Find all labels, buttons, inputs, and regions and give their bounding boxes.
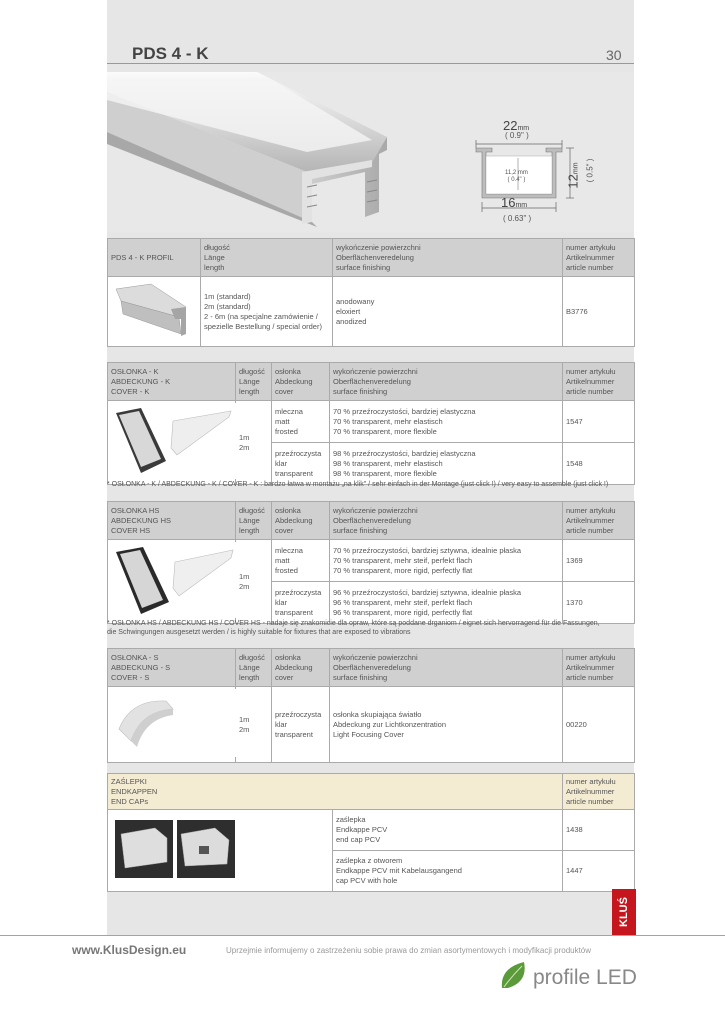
cover-k-type-frosted: mleczna matt frosted: [272, 401, 330, 443]
cover-hs-type-transparent: przeźroczysta klar transparent: [272, 582, 330, 624]
cover-hs-thumbnail: [108, 540, 236, 624]
tagline: profile LED: [533, 966, 637, 989]
dim-height: 12mm: [565, 162, 581, 189]
cover-k-lengths: 1m 2m: [236, 401, 272, 485]
cover-s-article: 00220: [563, 687, 635, 763]
profile-lengths: 1m (standard) 2m (standard) 2 - 6m (na specjalne zamówienie / spezielle Bestellung / special order): [201, 277, 333, 347]
cover-s-finish: osłonka skupiająca światło Abdeckung zur Lichtkonzentration Light Focusing Cover: [330, 687, 563, 763]
disclaimer-text: Uprzejmie informujemy o zastrzeżeniu sobie prawa do zmian asortymentowych i modyfikacji produktów: [226, 946, 592, 955]
cover-k-article-frosted: 1547: [563, 401, 635, 443]
dim-width-bottom-inch: ( 0.63" ): [503, 214, 532, 223]
cover-s-lengths: 1m 2m: [236, 687, 272, 763]
length-header: długość Länge length: [201, 239, 333, 277]
cover-hs-lengths: 1m 2m: [236, 540, 272, 624]
cover-hs-type-frosted: mleczna matt frosted: [272, 540, 330, 582]
cover-k-table: [107, 362, 635, 485]
endcaps-thumbnail: [108, 810, 333, 892]
cover-header: osłonka Abdeckung cover: [272, 649, 330, 687]
article-header: numer artykułu Artikelnummer article number: [563, 363, 635, 401]
dim-width-top-inch: ( 0.9" ): [505, 131, 529, 140]
length-header: długość Länge length: [236, 649, 272, 687]
dim-width-bottom: 16mm: [501, 195, 528, 210]
cover-k-article-transparent: 1548: [563, 443, 635, 485]
finish-header: wykończenie powierzchni Oberflächenveredelung surface finishing: [333, 239, 563, 277]
cover-k-finish-transparent: 98 % przeźroczystości, bardziej elastyczna 98 % transparent, mehr elastisch 98 % transparent, more flexible: [330, 443, 563, 485]
cover-k-finish-frosted: 70 % przeźroczystości, bardziej elastyczna 70 % transparent, mehr elastisch 70 % transparent, more flexible: [330, 401, 563, 443]
cover-k-type-transparent: przeźroczysta klar transparent: [272, 443, 330, 485]
article-header: numer artykułu Artikelnummer article number: [563, 239, 635, 277]
length-header: długość Länge length: [236, 502, 272, 540]
finish-header: wykończenie powierzchni Oberflächenveredelung surface finishing: [330, 502, 563, 540]
cover-k-note: * OSŁONKA - K / ABDECKUNG - K / COVER - K : bardzo łatwa w montażu „na klik" / sehr einfach in der Montage (just click !) / very easy to assemble (just click !): [107, 481, 609, 488]
cover-s-thumbnail: [108, 687, 236, 763]
cover-header: osłonka Abdeckung cover: [272, 502, 330, 540]
profile-article: B3776: [563, 277, 635, 347]
cover-hs-article-transparent: 1370: [563, 582, 635, 624]
cover-s-table: [107, 648, 635, 763]
cover-s-type: przeźroczysta klar transparent: [272, 687, 330, 763]
finish-header: wykończenie powierzchni Oberflächenveredelung surface finishing: [330, 649, 563, 687]
article-header: numer artykułu Artikelnummer article number: [563, 502, 635, 540]
finish-header: wykończenie powierzchni Oberflächenveredelung surface finishing: [330, 363, 563, 401]
cover-k-thumbnail: [108, 401, 236, 485]
website-link[interactable]: www.KlusDesign.eu: [72, 943, 187, 957]
profile-name-header: PDS 4 - K PROFIL: [108, 239, 201, 277]
dim-inner: 11,2 mm ( 0.4" ): [505, 170, 528, 183]
leaf-icon: [498, 960, 528, 992]
page-number: 30: [606, 47, 622, 63]
footer-divider: [0, 935, 725, 936]
cover-hs-table: [107, 501, 635, 624]
endcaps-table: [107, 773, 635, 892]
cover-header: osłonka Abdeckung cover: [272, 363, 330, 401]
cover-k-name-header: OSŁONKA - K ABDECKUNG - K COVER - K: [108, 363, 236, 401]
article-header: numer artykułu Artikelnummer article number: [563, 774, 635, 810]
endcap-plain-desc: zaślepka Endkappe PCV end cap PCV: [333, 810, 563, 851]
dim-width-top: 22mm: [503, 118, 530, 133]
article-header: numer artykułu Artikelnummer article number: [563, 649, 635, 687]
dim-height-inch: ( 0.5" ): [585, 158, 595, 183]
endcap-hole-article: 1447: [563, 851, 635, 892]
cover-s-name-header: OSŁONKA - S ABDECKUNG - S COVER - S: [108, 649, 236, 687]
profile-thumbnail: [108, 277, 201, 347]
cover-hs-name-header: OSŁONKA HS ABDECKUNG HS COVER HS: [108, 502, 236, 540]
length-header: długość Länge length: [236, 363, 272, 401]
cover-hs-note: * OSŁONKA HS / ABDECKUNG HS / COVER HS - nadaje się znakomicie dla opraw, które są poddane drganiom / eignet sich hervorragend für die Fassungen, die Schwingungen ausgesetzt werden / is highly suitable for fixtures that are exposed to vibrations: [107, 620, 600, 636]
profile-table: [107, 238, 635, 347]
page-title: PDS 4 - K: [132, 44, 209, 63]
title-divider: [107, 63, 634, 64]
endcap-plain-article: 1438: [563, 810, 635, 851]
cover-hs-finish-transparent: 96 % przeźroczystości, bardziej sztywna, idealnie płaska 96 % transparent, mehr steif, perfekt flach 96 % transparent, more rigid, perfectly flat: [330, 582, 563, 624]
profile-finish: anodowany eloxiert anodized: [333, 277, 563, 347]
brand-logo: KLUŚ: [612, 889, 636, 935]
endcaps-name-header: ZAŚLEPKI ENDKAPPEN END CAPs: [108, 774, 563, 810]
cover-hs-article-frosted: 1369: [563, 540, 635, 582]
cover-hs-finish-frosted: 70 % przeźroczystości, bardziej sztywna, idealnie płaska 70 % transparent, mehr steif, perfekt flach 70 % transparent, more rigid, perfectly flat: [330, 540, 563, 582]
endcap-hole-desc: zaślepka z otworem Endkappe PCV mit Kabelausgangend cap PCV with hole: [333, 851, 563, 892]
